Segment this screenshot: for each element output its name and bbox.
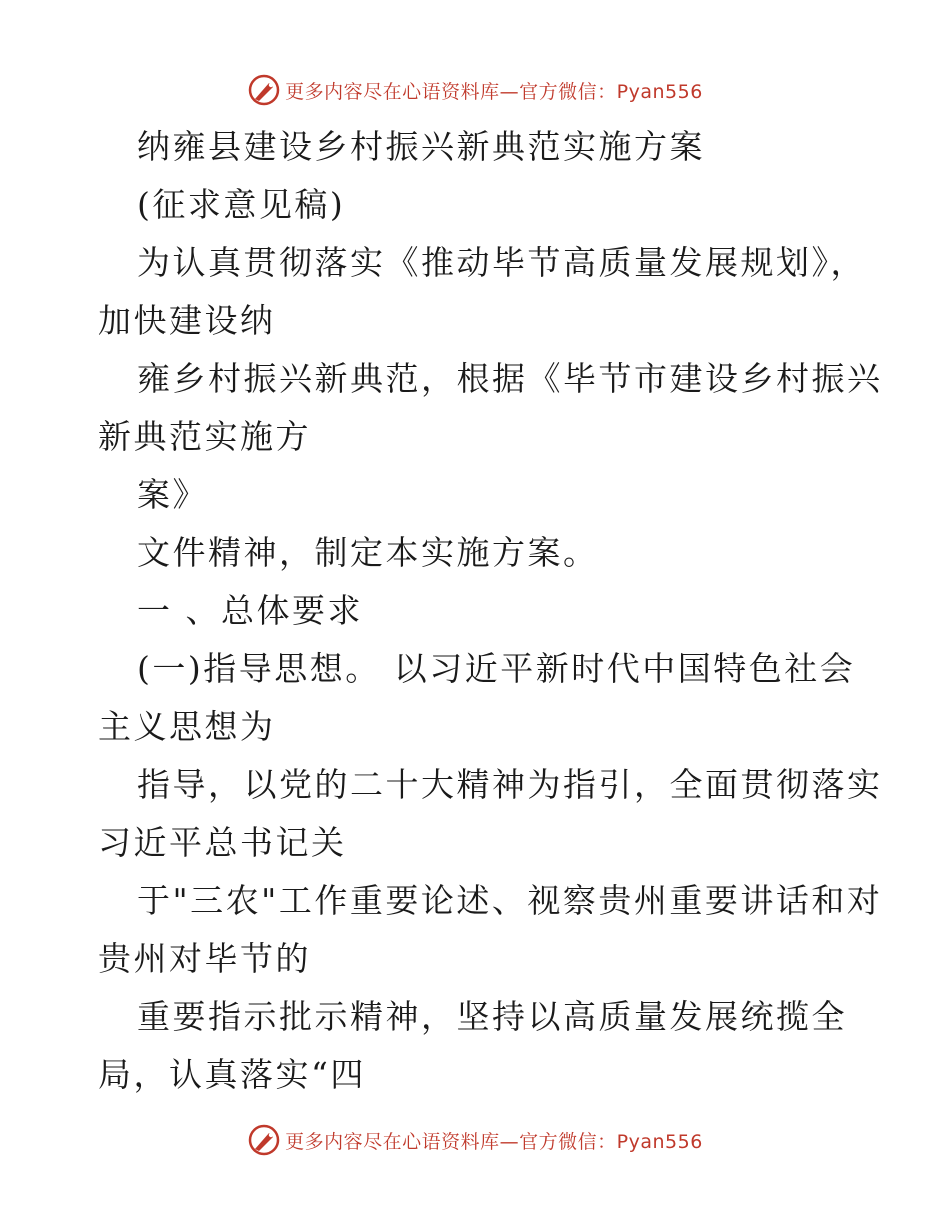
document-line: 贵州对毕节的 xyxy=(98,939,311,978)
document-line: 重要指示批示精神，坚持以高质量发展统揽全 xyxy=(137,997,847,1036)
document-line: 于"三农"工作重要论述、视察贵州重要讲话和对 xyxy=(137,881,883,920)
document-line: (一)指导思想。 以习近平新时代中国特色社会 xyxy=(137,649,856,688)
header-watermark-text: 更多内容尽在心语资料库—官方微信：Pyan556 xyxy=(285,80,703,103)
document-line: 案》 xyxy=(137,475,208,514)
document-line: 习近平总书记关 xyxy=(98,823,347,862)
footer-watermark-text: 更多内容尽在心语资料库—官方微信：Pyan556 xyxy=(285,1130,703,1153)
pen-nib-logo-icon xyxy=(247,1123,281,1157)
document-line: 指导，以党的二十大精神为指引，全面贯彻落实 xyxy=(137,765,883,804)
document-line: 局，认真落实“四 xyxy=(98,1055,366,1094)
document-line: 加快建设纳 xyxy=(98,301,276,340)
document-line: 雍乡村振兴新典范，根据《毕节市建设乡村振兴 xyxy=(137,359,883,398)
footer-watermark-banner xyxy=(0,1120,950,1160)
document-line: 一 、总体要求 xyxy=(137,591,363,630)
document-line: 文件精神，制定本实施方案。 xyxy=(137,533,599,572)
document-line: 新典范实施方 xyxy=(98,417,311,456)
header-watermark-banner xyxy=(0,70,950,110)
document-line: (征求意见稿) xyxy=(137,185,346,224)
document-line: 纳雍县建设乡村振兴新典范实施方案 xyxy=(137,127,705,166)
document-line: 为认真贯彻落实《推动毕节高质量发展规划》， xyxy=(137,243,866,282)
document-body xyxy=(98,118,883,1104)
pen-nib-logo-icon xyxy=(247,73,281,107)
document-line: 主义思想为 xyxy=(98,707,276,746)
